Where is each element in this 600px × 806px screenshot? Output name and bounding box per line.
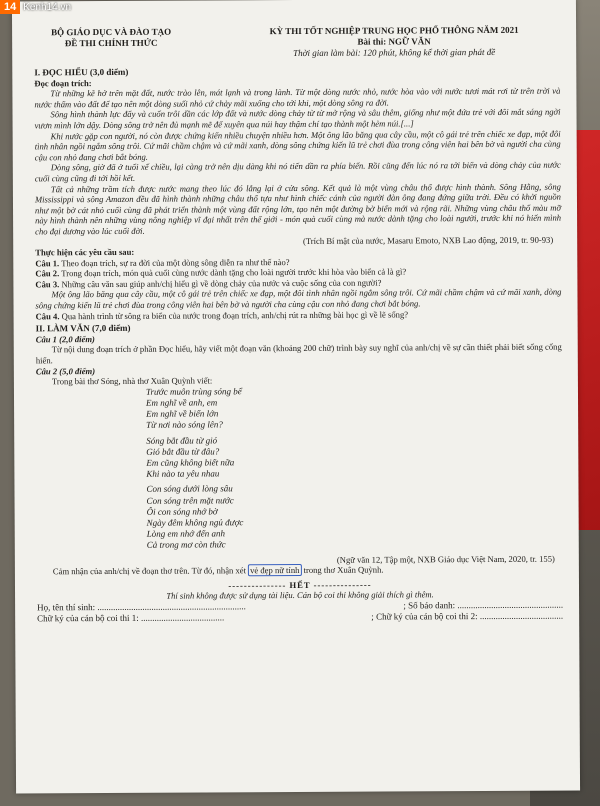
proctor-1: Chữ ký của cán bộ coi thi 1: ..................................... xyxy=(37,612,225,623)
poem-line: Ngày đêm không ngủ được xyxy=(146,517,244,528)
ministry: BỘ GIÁO DỤC VÀ ĐÀO TẠO xyxy=(51,26,172,38)
essay-q2-label: Câu 2 (5,0 điểm) xyxy=(35,365,96,376)
question-3: Câu 3. Những câu văn sau giúp anh/chị hiểu gì về dòng chảy của nước và cuộc sống của con người? xyxy=(35,277,382,290)
duration: Thời gian làm bài: 120 phút, không kể thời gian phát đề xyxy=(293,46,496,59)
excerpt-paragraph: Dòng sông, giờ đã ở tuổi xế chiều, lại càng trở nên dịu dàng khi nó tiến dần ra phía biển. Rồi cũng đến lúc nó ra tới biển và dòng chảy của nước cuối cùng cũng đi tới hồi kết. xyxy=(34,159,561,184)
end-marker: --------------- HẾT --------------- xyxy=(228,579,372,591)
candidate-number: ; Số báo danh: ............................................... xyxy=(403,599,564,611)
excerpt-paragraph: Từ những kẽ hở trên mặt đất, nước trào lên, mát lạnh và trong lành. Từ một dòng nước nhỏ, nước hòa vào với nước tươi mát rơi từ trên trời và nước thấm vào đất để tạo nên một dòng suối nhỏ cứ chảy mãi xuống cho tới khi, một dòng sông ra đời. xyxy=(34,85,561,110)
essay-q2-intro: Trong bài thơ Sóng, nhà thơ Xuân Quỳnh viết: xyxy=(51,375,213,387)
poem-line: Trước muôn trùng sóng bể xyxy=(145,386,242,397)
footer-note: Thí sinh không được sử dụng tài liệu. Cán bộ coi thi không giải thích gì thêm. xyxy=(166,589,434,602)
essay-q2-task: Cảm nhận của anh/chị về đoạn thơ trên. Từ đó, nhận xét vẻ đẹp nữ tính trong thơ Xuân Quỳnh. xyxy=(52,564,384,577)
excerpt-source: (Trích Bí mật của nước, Masaru Emoto, NXB Lao động, 2019, tr. 90-93) xyxy=(302,234,554,246)
header-left xyxy=(26,27,196,50)
excerpt-paragraph: Sông hình thành lực đẩy và cuốn trôi dần các lớp đất và nước dòng chảy từ từ mở rộng và sâu thêm, giống như một đứa trẻ với đôi mắt sáng ngời vươn mình lớn dậy. Dòng sông trở nên đủ mạnh mẽ để xuyên qua núi hay thậm chí tạo thành một hẻm núi.[...] xyxy=(34,106,561,131)
watermark-site: Kenh14.vn xyxy=(23,1,72,13)
candidate-name: Họ, tên thí sinh: .................................................................. xyxy=(37,601,246,613)
question-1: Câu 1. Theo đoạn trích, sự ra đời của một dòng sông diễn ra như thế nào? xyxy=(35,256,290,269)
proctor-2: ; Chữ ký của cán bộ coi thi 2: ..................................... xyxy=(371,610,564,622)
poem-line: Em cũng không biết nữa xyxy=(146,457,235,468)
poem-line: Lòng em nhớ đến anh xyxy=(146,528,226,540)
excerpt-paragraph: Khi nước gặp con người, nó còn được chứng kiến nhiều chuyện nhiều hơn. Một ông lão băng qua cây cầu, một cô gái trẻ trên chiếc xe đạp, một đôi tình nhân ngồi ngắm sông trôi. Cứ mãi chầm chậm và cứ mãi xanh, dòng sông chứng kiến lũ trẻ chơi đùa trong công viên hai bên bờ và người cha cùng cậu con nhỏ đang chơi bắt bóng. xyxy=(34,128,561,163)
exam-content xyxy=(34,63,563,624)
poem-source: (Ngữ văn 12, Tập một, NXB Giáo dục Việt Nam, 2020, tr. 155) xyxy=(336,553,555,565)
excerpt-paragraph: Tất cả những trầm tích được nước mang theo lúc đó lắng lại ở cửa sông. Kết quả là một vùng châu thổ được hình thành. Sông Hằng, sông Mississippi và sông Amazon đều đã hình thành những châu thổ tựa như hình chiếc cánh của người đàn ông đang đứng giữa trời. Đều có khởi nguồn như một bờ cát nhỏ cuối cùng đã phát triển thành một vùng đất rộng lớn, tạo nên một đường bờ biển mới và rộng rãi. Những vùng châu thổ màu mỡ này hình thành nên những vùng nông nghiệp vĩ đại nhất trên thế giới - món quà cuối cùng mà nước dành tặng cho loài người, trước khi nó hiến mình cho đại dương vào lúc cuối đời. xyxy=(34,181,562,237)
poem-stanza xyxy=(146,384,562,431)
excerpt-label: Đọc đoạn trích: xyxy=(34,77,92,88)
essay-q1-label: Câu 1 (2,0 điểm) xyxy=(35,333,95,345)
poem-line: Con sóng dưới lòng sâu xyxy=(146,483,233,495)
poem-stanza xyxy=(146,433,562,480)
official-label: ĐỀ THI CHÍNH THỨC xyxy=(64,37,158,49)
poem-line: Con sóng trên mặt nước xyxy=(146,494,234,506)
watermark-number: 14 xyxy=(0,0,20,14)
essay-q1-text: Từ nội dung đoạn trích ở phần Đọc hiểu, hãy viết một đoạn văn (khoảng 200 chữ) trình bày suy nghĩ của anh/chị về sự cần thiết phải biết sống cống hiến. xyxy=(35,342,562,366)
question-3-quote: Một ông lão băng qua cây cầu, một cô gái trẻ trên chiếc xe đạp, một đôi tình nhân ngồi ngắm sông trôi. Cứ mãi chầm chậm và cứ mãi xanh, dòng sông chứng kiến lũ trẻ chơi đùa trong công viên hai bên bờ và người cha cùng cậu con nhỏ đang chơi bắt bóng. xyxy=(35,287,562,311)
watermark-logo xyxy=(0,0,71,14)
question-2: Câu 2. Trong đoạn trích, món quà cuối cùng nước dành tặng cho loài người trước khi hòa vào biển cả là gì? xyxy=(35,266,407,279)
poem-line: Cả trong mơ còn thức xyxy=(146,539,226,551)
task-label: Thực hiện các yêu cầu sau: xyxy=(35,246,135,258)
exam-sheet xyxy=(12,0,580,793)
question-4: Câu 4. Qua hành trình từ sông ra biển của nước trong đoạn trích, anh/chị rút ra những bài học gì về lẽ sống? xyxy=(35,309,409,322)
poem-line: Gió bắt đầu từ đâu? xyxy=(146,446,220,457)
signature-line xyxy=(37,610,563,623)
header-right xyxy=(234,25,554,60)
poem-line: Sóng bắt đầu từ gió xyxy=(146,435,218,446)
exam-title: KỲ THI TỐT NGHIỆP TRUNG HỌC PHỔ THÔNG NĂM 2021 xyxy=(269,24,519,37)
section1-title: I. ĐỌC HIỂU (3,0 điểm) xyxy=(34,66,129,78)
poem-line: Ôi con sóng nhớ bờ xyxy=(146,506,218,517)
section2-title: II. LÀM VĂN (7,0 điểm) xyxy=(35,323,131,334)
circled-phrase: vẻ đẹp nữ tính xyxy=(248,564,301,576)
poem xyxy=(146,384,563,551)
poem-line: Em nghĩ về anh, em xyxy=(146,397,218,408)
poem-stanza xyxy=(146,482,562,551)
poem-line: Từ nơi nào sóng lên? xyxy=(146,419,223,431)
subject: Bài thi: NGỮ VĂN xyxy=(357,36,431,47)
poem-line: Em nghĩ về biển lớn xyxy=(146,408,219,420)
poem-line: Khi nào ta yêu nhau xyxy=(146,468,220,480)
